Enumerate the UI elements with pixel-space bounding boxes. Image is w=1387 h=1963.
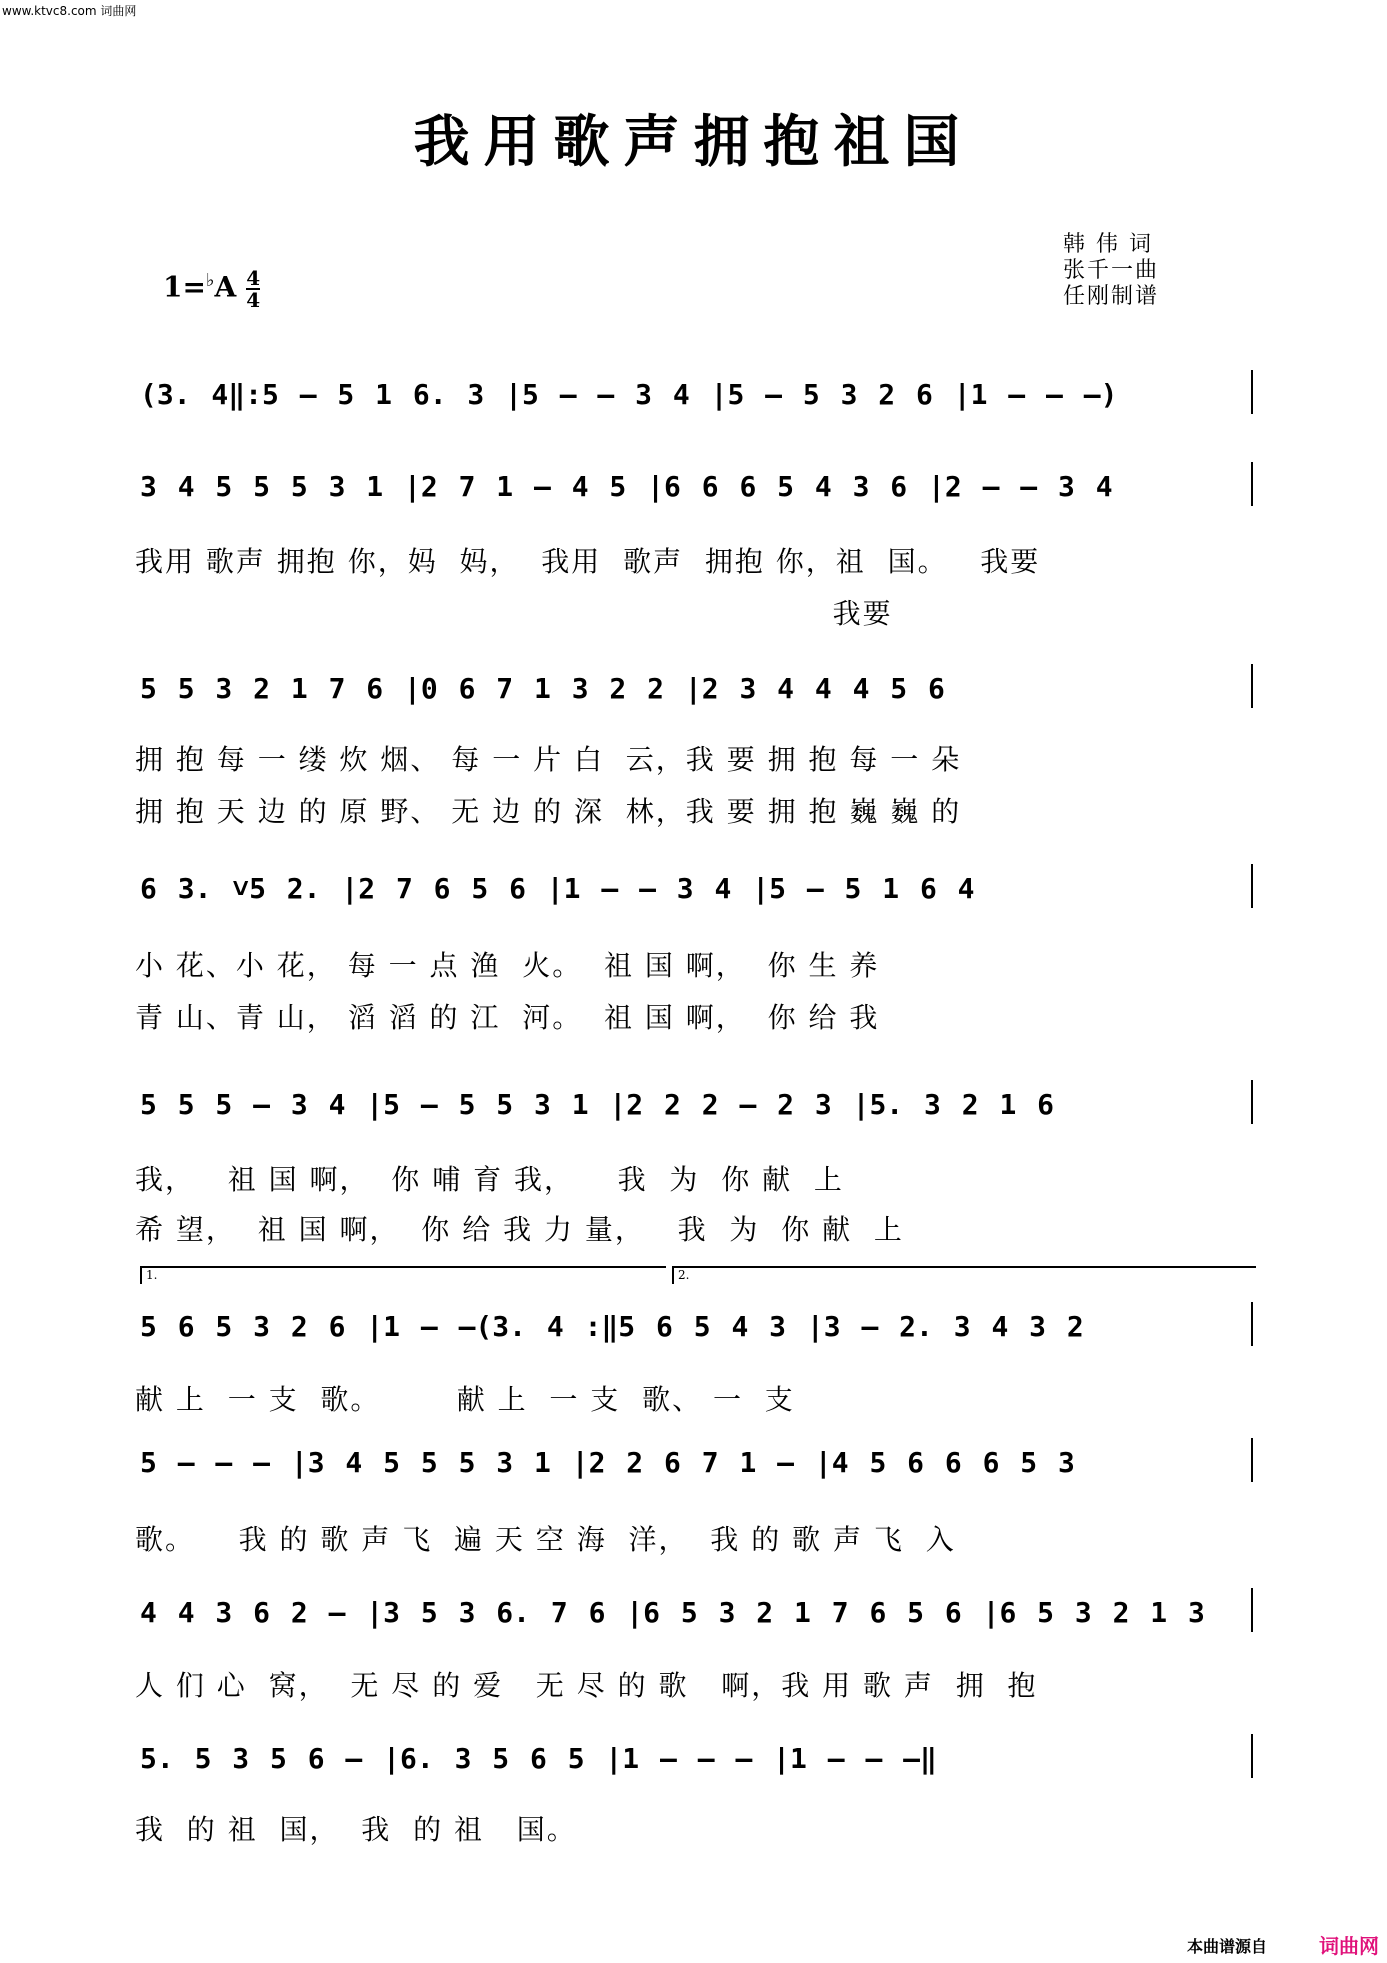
barline xyxy=(1251,864,1253,908)
notation-line: 5 5 5 – 3 4 |5 – 5 5 3 1 |2 2 2 – 2 3 |5. 3 2 1 6 xyxy=(140,1088,1055,1121)
lyric-line: 我要 xyxy=(135,597,893,630)
credits xyxy=(1063,232,1159,310)
barline xyxy=(1251,664,1253,708)
notation-line: 5 – – – |3 4 5 5 5 3 1 |2 2 6 7 1 – |4 5 6 6 6 5 3 xyxy=(140,1446,1075,1479)
lyric-line: 歌。 我 的 歌 声 飞 遍 天 空 海 洋， 我 的 歌 声 飞 入 xyxy=(135,1523,956,1556)
notation-line: 4 4 3 6 2 – |3 5 3 6. 7 6 |6 5 3 2 1 7 6 5 6 |6 5 3 2 1 3 xyxy=(140,1596,1205,1629)
credit-lyricist: 韩 伟 词 xyxy=(1063,232,1153,257)
time-signature-denominator: 4 xyxy=(246,288,261,312)
lyric-line: 希 望， 祖 国 啊， 你 给 我 力 量， 我 为 你 献 上 xyxy=(135,1213,904,1246)
barline xyxy=(1251,370,1253,414)
barline xyxy=(1251,1302,1253,1346)
barline xyxy=(1251,1080,1253,1124)
footer-brand: 词曲网 xyxy=(1319,1934,1379,1958)
time-signature-numerator: 4 xyxy=(246,266,261,290)
lyric-line: 我 的 祖 国， 我 的 祖 国。 xyxy=(135,1813,577,1846)
lyric-line: 人 们 心 窝， 无 尽 的 爱 无 尽 的 歌 啊，我 用 歌 声 拥 抱 xyxy=(135,1669,1038,1702)
footer-source: 本曲谱源自 xyxy=(1186,1937,1267,1956)
lyric-line: 小 花、小 花， 每 一 点 渔 火。 祖 国 啊， 你 生 养 xyxy=(135,949,880,982)
final-barline xyxy=(1251,1734,1253,1778)
notation-line: 5. 5 3 5 6 – |6. 3 5 6 5 |1 – – – |1 – – –‖ xyxy=(140,1742,937,1775)
volta-second-ending: 2. xyxy=(672,1266,1256,1284)
lyric-line: 拥 抱 每 一 缕 炊 烟、 每 一 片 白 云，我 要 拥 抱 每 一 朵 xyxy=(135,743,962,776)
key-prefix: 1= xyxy=(163,270,206,304)
barline xyxy=(1251,1588,1253,1632)
barline xyxy=(1251,462,1253,506)
volta-first-ending: 1. xyxy=(140,1266,666,1284)
credit-composer: 张千一曲 xyxy=(1063,258,1160,283)
notation-line: 3 4 5 5 5 3 1 |2 7 1 – 4 5 |6 6 6 5 4 3 6 |2 – – 3 4 xyxy=(140,470,1113,503)
lyric-line: 献 上 一 支 歌。 献 上 一 支 歌、 一 支 xyxy=(135,1383,795,1416)
notation-line: 5 6 5 3 2 6 |1 – –(3. 4 :‖5 6 5 4 3 |3 – 2. 3 4 3 2 xyxy=(140,1310,1084,1343)
notation-line: 6 3. ˅5 2. |2 7 6 5 6 |1 – – 3 4 |5 – 5 1 6 4 xyxy=(140,872,975,905)
time-signature xyxy=(246,268,260,310)
site-watermark: www.ktvc8.com 词曲网 xyxy=(2,4,137,18)
key-signature xyxy=(163,268,260,310)
barline xyxy=(1251,1438,1253,1482)
notation-line: (3. 4‖:5 – 5 1 6. 3 |5 – – 3 4 |5 – 5 3 2 6 |1 – – –) xyxy=(140,378,1118,411)
credit-transcriber: 任刚制谱 xyxy=(1063,284,1160,309)
lyric-line: 青 山、青 山， 滔 滔 的 江 河。 祖 国 啊， 你 给 我 xyxy=(135,1001,880,1034)
lyric-line: 我用 歌声 拥抱 你，妈 妈， 我用 歌声 拥抱 你，祖 国。 我要 xyxy=(135,545,1041,578)
notation-line: 5 5 3 2 1 7 6 |0 6 7 1 3 2 2 |2 3 4 4 4 5 6 xyxy=(140,672,945,705)
lyric-line: 拥 抱 天 边 的 原 野、 无 边 的 深 林，我 要 拥 抱 巍 巍 的 xyxy=(135,795,962,828)
key-flat: ♭ xyxy=(205,270,215,292)
page-title: 我用歌声拥抱祖国 xyxy=(413,109,974,175)
lyric-line: 我， 祖 国 啊， 你 哺 育 我， 我 为 你 献 上 xyxy=(135,1163,844,1196)
key-note: A xyxy=(214,270,237,304)
